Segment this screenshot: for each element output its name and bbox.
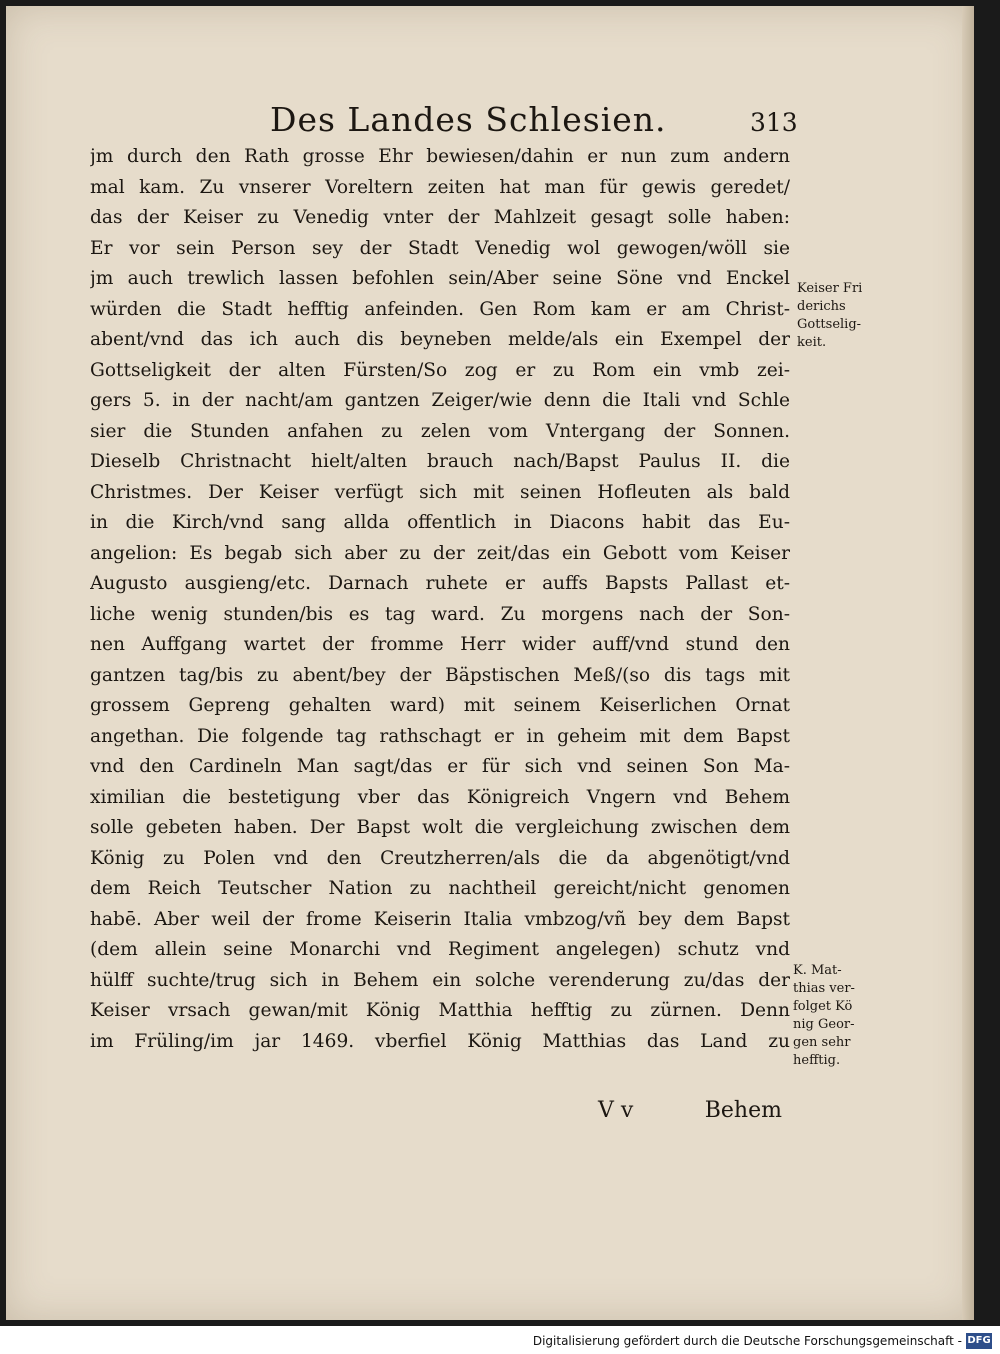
- marginal-line: hefftig.: [793, 1053, 841, 1068]
- text-line: Gottseligkeit der alten Fürsten/So zog er zu Rom ein vmb zei-: [90, 359, 790, 381]
- footer: [0, 1330, 1000, 1354]
- catchword-line: [90, 1098, 790, 1128]
- marginal-line: Gottselig-: [797, 317, 862, 332]
- marginal-line: nig Geor-: [793, 1017, 855, 1032]
- text-line: vnd den Cardineln Man sagt/das er für sich vnd seinen Son Ma-: [90, 756, 790, 777]
- text-line: Augusto ausgieng/etc. Darnach ruhete er auffs Bapsts Pallast et-: [90, 573, 790, 594]
- funding-credit: Digitalisierung gefördert durch die Deutsche Forschungsgemeinschaft -: [532, 1334, 962, 1348]
- page-number: 313: [750, 108, 798, 137]
- text-line: solle gebeten haben. Der Bapst wolt die vergleichung zwischen dem: [90, 817, 790, 838]
- body-text: [90, 142, 790, 1057]
- marginal-line: folget Kö: [793, 999, 853, 1014]
- marginal-line: K. Mat-: [793, 963, 842, 978]
- text-line: in die Kirch/vnd sang allda offentlich in Diacons habit das Eu-: [90, 512, 790, 533]
- text-line: Er vor sein Person sey der Stadt Venedig wol gewogen/wöll sie: [90, 237, 790, 259]
- catchword: Behem: [704, 1098, 782, 1123]
- text-line: abent/vnd das ich auch dis beyneben melde/als ein Exempel der: [90, 329, 790, 350]
- marginal-note-keiser-friderich: [797, 280, 862, 352]
- text-line: grossem Gepreng gehalten ward) mit seinem Keiserlichen Ornat: [90, 695, 790, 716]
- text-line: gers 5. in der nacht/am gantzen Zeiger/wie denn die Itali vnd Schle: [90, 390, 790, 411]
- text-line: habē. Aber weil der frome Keiserin Italia vmbzog/vñ bey dem Bapst: [90, 908, 790, 930]
- text-line: gantzen tag/bis zu abent/bey der Bäpstischen Meß/(so dis tags mit: [90, 664, 790, 686]
- text-line: das der Keiser zu Venedig vnter der Mahlzeit gesagt solle haben:: [90, 207, 790, 228]
- signature-mark: V v: [598, 1098, 634, 1123]
- text-line: jm durch den Rath grosse Ehr bewiesen/dahin er nun zum andern: [90, 146, 790, 167]
- text-line: würden die Stadt hefftig anfeinden. Gen Rom kam er am Christ-: [90, 298, 790, 320]
- marginal-note-matthias: [793, 962, 855, 1070]
- marginal-line: keit.: [797, 335, 827, 350]
- text-line: im Früling/im jar 1469. vberfiel König Matthias das Land zu: [90, 1030, 790, 1052]
- text-line: nen Auffgang wartet der fromme Herr wider auff/vnd stund den: [90, 634, 790, 655]
- text-line: König zu Polen vnd den Creutzherren/als die da abgenötigt/vnd: [90, 847, 790, 869]
- text-line: angelion: Es begab sich aber zu der zeit/das ein Gebott vom Keiser: [90, 542, 790, 564]
- text-line: ximilian die bestetigung vber das Königreich Vngern vnd Behem: [90, 786, 790, 808]
- marginal-line: Keiser Fri: [797, 281, 863, 296]
- text-line: Dieselb Christnacht hielt/alten brauch nach/Bapst Paulus II. die: [90, 451, 790, 472]
- running-head: Des Landes Schlesien.: [270, 100, 667, 139]
- text-line: hülff suchte/trug sich in Behem ein solche verenderung zu/das der: [90, 969, 790, 991]
- text-line: angethan. Die folgende tag rathschagt er in geheim mit dem Bapst: [90, 725, 790, 747]
- marginal-line: gen sehr: [793, 1035, 851, 1050]
- text-line: dem Reich Teutscher Nation zu nachtheil gereicht/nicht genomen: [90, 878, 790, 899]
- text-line: mal kam. Zu vnserer Voreltern zeiten hat man für gewis geredet/: [90, 176, 790, 198]
- marginal-line: derichs: [797, 299, 846, 314]
- text-line: jm auch trewlich lassen befohlen sein/Aber seine Söne vnd Enckel: [90, 268, 790, 289]
- page-edge: [962, 6, 974, 1320]
- marginal-line: thias ver-: [793, 981, 855, 996]
- text-line: (dem allein seine Monarchi vnd Regiment angelegen) schutz vnd: [90, 939, 790, 960]
- text-line: sier die Stunden anfahen zu zelen vom Vntergang der Sonnen.: [90, 420, 790, 442]
- text-line: Keiser vrsach gewan/mit König Matthia hefftig zu zürnen. Denn: [90, 1000, 790, 1021]
- dfg-logo: DFG: [966, 1333, 992, 1349]
- text-line: Christmes. Der Keiser verfügt sich mit seinen Hofleuten als bald: [90, 481, 790, 503]
- text-line: liche wenig stunden/bis es tag ward. Zu morgens nach der Son-: [90, 603, 790, 625]
